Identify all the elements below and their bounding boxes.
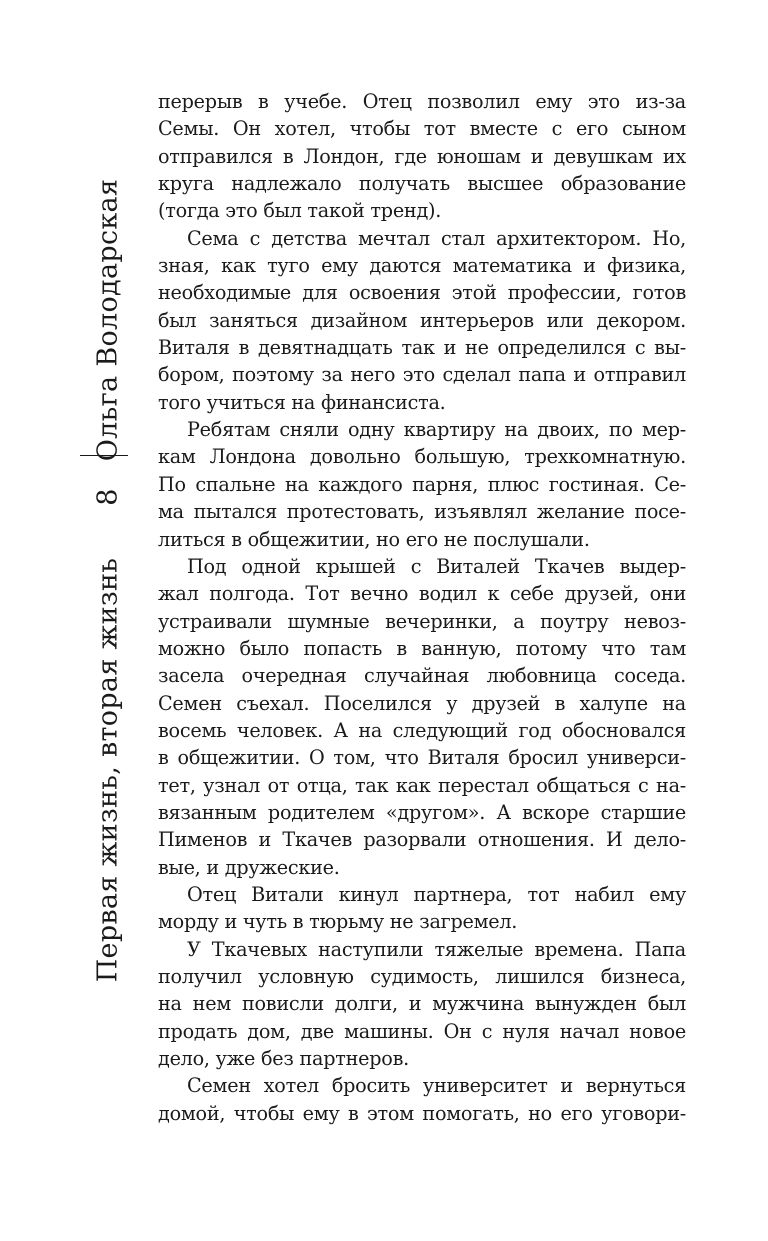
text-line: на нем повисли долги, и мужчина вынужден был [158, 992, 686, 1016]
text-line: засела очередная случайная любовница соседа. [158, 664, 686, 688]
author-name: Ольга Володарская [92, 178, 124, 462]
running-head-page [80, 475, 136, 519]
page-number: 8 [92, 488, 124, 506]
text-line: восемь человек. А на следующий год обосновался [158, 718, 686, 742]
text-line: вязанным родителем «другом». А вскоре старшие [158, 800, 686, 824]
running-head-title [80, 545, 136, 995]
text-line: получил условную судимость, лишился бизнеса, [158, 965, 686, 988]
text-line: был заняться дизайном интерьеров или декором. [158, 308, 686, 332]
text-line: домой, чтобы ему в этом помогать, но его уговори- [158, 1101, 686, 1125]
text-line: зная, как туго ему даются математика и физика, [158, 254, 686, 278]
text-line: литься в общежитии, но его не послушали. [158, 527, 590, 551]
text-line: вые, и дружеские. [158, 855, 340, 879]
text-line: Семы. Он хотел, чтобы тот вместе с его сыном [158, 117, 686, 141]
text-line: (тогда это был такой тренд). [158, 199, 442, 223]
text-line: круга надлежало получать высшее образование [158, 172, 686, 196]
running-head [80, 178, 136, 995]
text-line: По спальне на каждого парня, плюс гостиная. Се- [158, 472, 686, 496]
body-text [158, 88, 686, 1127]
text-line: устраивали шумные вечеринки, а поутру невоз- [158, 609, 686, 633]
text-line: Семен съехал. Поселился у друзей в халупе на [158, 691, 686, 715]
text-line: Ребятам сняли одну квартиру на двоих, по мер- [187, 418, 686, 442]
text-line: бором, поэтому за него это сделал папа и отправил [158, 363, 686, 387]
text-line: ма пытался протестовать, изъявлял желание посе- [158, 500, 686, 524]
text-line: того учиться на финансиста. [158, 390, 446, 414]
text-line: кам Лондона довольно большую, трехкомнатную. [158, 445, 686, 469]
text-line: Виталя в девятнадцать так и не определился с вы- [158, 336, 686, 360]
text-line: Пименов и Ткачев разорвали отношения. И дело- [158, 828, 686, 852]
text-line: Отец Витали кинул партнера, тот набил ему [187, 882, 686, 906]
text-line: необходимые для освоения этой профессии, готов [158, 281, 686, 305]
running-head-author [80, 178, 136, 462]
text-line: Под одной крышей с Виталей Ткачев выдер- [187, 554, 686, 578]
running-head-divider [80, 455, 128, 456]
text-line: Сема с детства мечтал стал архитектором. Но, [187, 226, 686, 250]
text-line: морду и чуть в тюрьму не загремел. [158, 910, 518, 934]
book-title: Первая жизнь, вторая жизнь [92, 557, 124, 983]
text-line: в общежитии. О том, что Виталя бросил универси- [158, 746, 686, 770]
text-line: тет, узнал от отца, так как перестал общаться с на- [158, 773, 686, 797]
text-line: дело, уже без партнеров. [158, 1047, 409, 1071]
text-line: продать дом, две машины. Он с нуля начал новое [158, 1019, 686, 1043]
text-line: У Ткачевых наступили тяжелые времена. Папа [187, 937, 686, 961]
text-line: перерыв в учебе. Отец позволил ему это из-за [158, 90, 686, 113]
text-line: можно было попасть в ванную, потому что там [158, 636, 686, 660]
text-line: жал полгода. Тот вечно водил к себе друзей, они [158, 582, 686, 606]
text-line: отправился в Лондон, где юношам и девушкам их [158, 144, 686, 168]
text-line: Семен хотел бросить университет и вернуться [187, 1074, 686, 1098]
